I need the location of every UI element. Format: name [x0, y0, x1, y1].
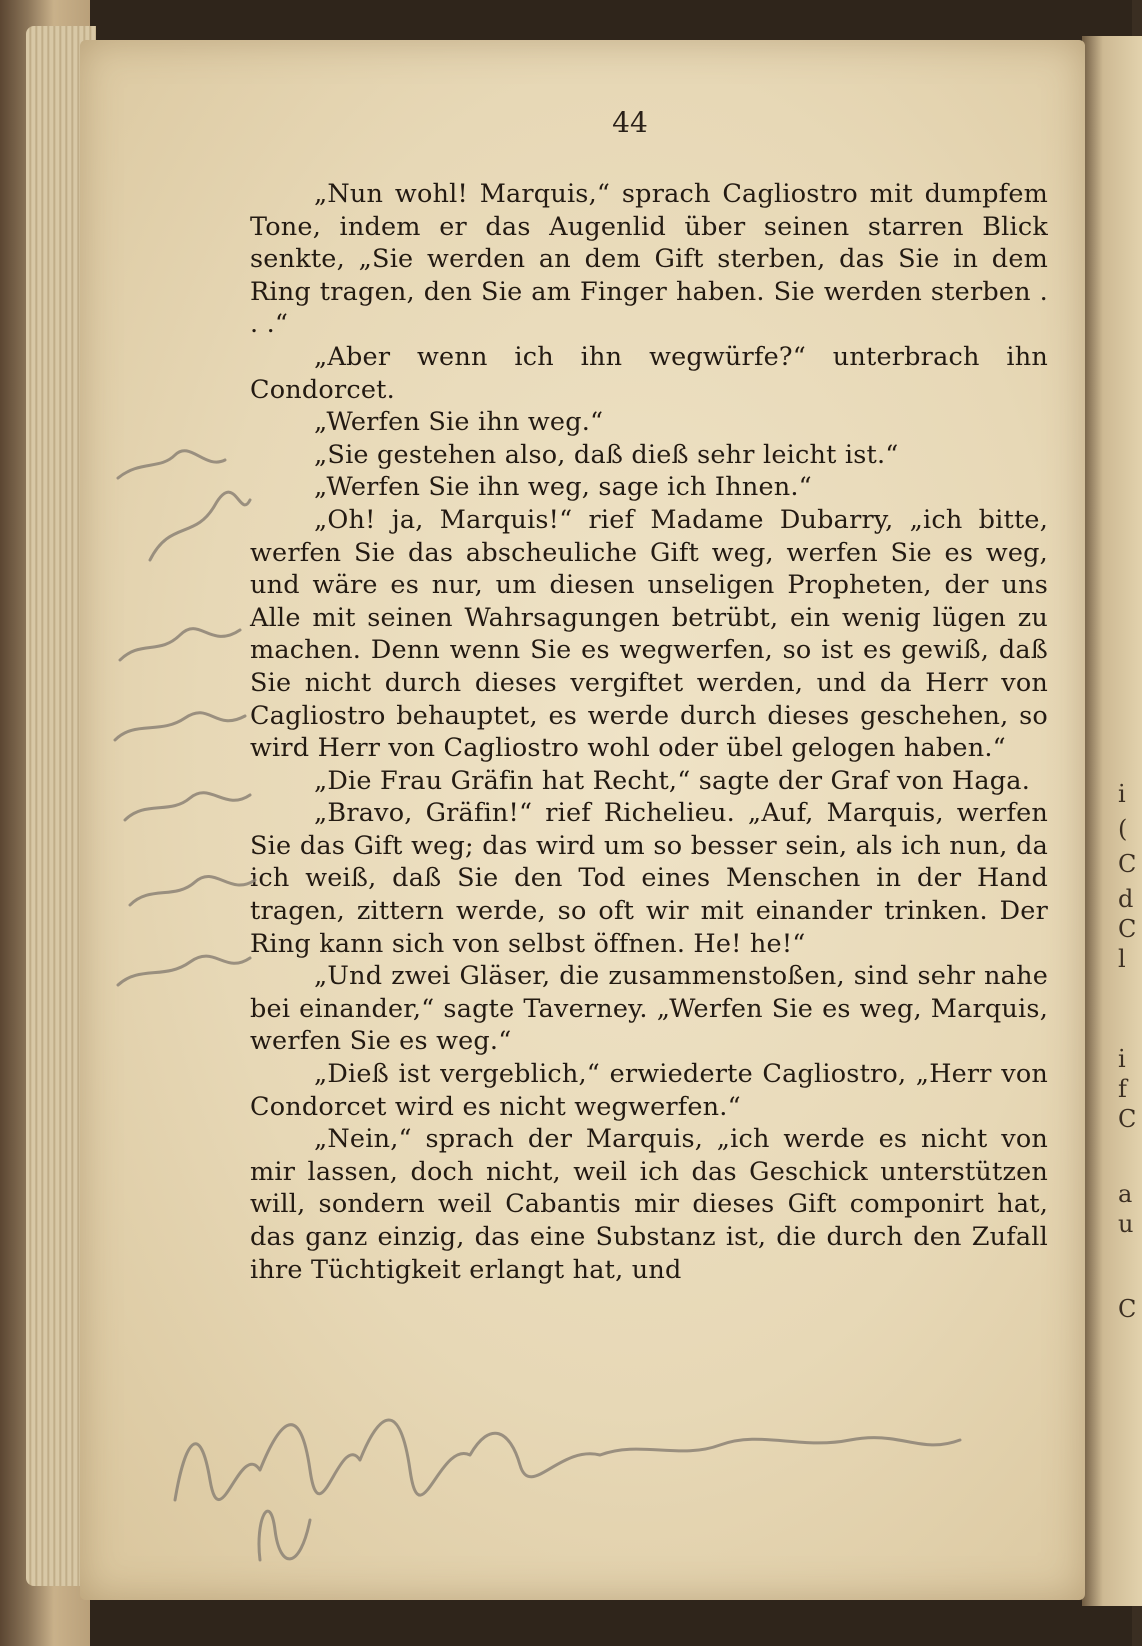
facing-page-fragment: ( [1118, 815, 1128, 843]
paragraph: „Die Frau Gräfin hat Recht,“ sagte der Graf von Haga. [314, 765, 1031, 796]
facing-page-fragment: C [1118, 850, 1137, 878]
facing-page-edge [1082, 36, 1142, 1606]
facing-page-fragment: a [1118, 1180, 1133, 1208]
facing-page-fragment: C [1118, 915, 1137, 943]
facing-page-fragment: i [1118, 780, 1126, 808]
page-number: 44 [612, 106, 648, 139]
paragraph: „Werfen Sie ihn weg, sage ich Ihnen.“ [314, 472, 812, 503]
facing-page-fragment: d [1118, 885, 1134, 913]
facing-page-fragment: i [1118, 1045, 1126, 1073]
facing-page-fragment: l [1118, 945, 1126, 973]
paragraph: „Nein,“ sprach der Marquis, „ich werde es nicht von mir lassen, doch nicht, weil ich das Geschick unterstützen will, sondern weil Cabantis mir dieses Gift componirt hat, das ganz einzig, das eine Substanz ist, die durch den Zufall ihre Tüchtigkeit erlangt hat, und [250, 1124, 1048, 1285]
paragraph: „Dieß ist vergeblich,“ erwiederte Cagliostro, „Herr von Condorcet wird es nicht wegwerfen.“ [250, 1059, 1048, 1122]
facing-page-fragment: f [1118, 1075, 1127, 1103]
paragraph: „Nun wohl! Marquis,“ sprach Cagliostro mit dumpfem Tone, indem er das Augenlid über seinen starren Blick senkte, „Sie werden an dem Gift sterben, das Sie in dem Ring tragen, den Sie am Finger haben. Sie werden sterben . . .“ [250, 179, 1048, 340]
facing-page-fragment: C [1118, 1295, 1137, 1323]
body-text [250, 178, 1048, 1286]
paragraph: „Und zwei Gläser, die zusammenstoßen, sind sehr nahe bei einander,“ sagte Taverney. „Werfen Sie es weg, Marquis, werfen Sie es weg.“ [250, 961, 1048, 1057]
paragraph: „Aber wenn ich ihn wegwürfe?“ unterbrach ihn Condorcet. [250, 341, 1048, 405]
facing-page-fragment: u [1118, 1210, 1134, 1238]
facing-page-fragment: C [1118, 1105, 1137, 1133]
paragraph: „Oh! ja, Marquis!“ rief Madame Dubarry, „ich bitte, werfen Sie das abscheuliche Gift weg, werfen Sie es weg, und wäre es nur, um diesen unseligen Propheten, der uns Alle mit seinen Wahrsagungen betrübt, ein wenig lügen zu machen. Denn wenn Sie es wegwerfen, so ist es gewiß, daß Sie nicht durch dieses vergiftet werden, und da Herr von Cagliostro behauptet, es werde durch dieses geschehen, so wird Herr von Cagliostro wohl oder übel gelogen haben.“ [250, 504, 1048, 764]
paragraph: „Bravo, Gräfin!“ rief Richelieu. „Auf, Marquis, werfen Sie das Gift weg; das wird um so besser sein, als ich nun, da ich weiß, daß Sie den Tod eines Menschen in der Hand tragen, zittern werde, so oft wir mit einander trinken. Der Ring kann sich von selbst öffnen. He! he!“ [250, 798, 1048, 959]
paragraph: „Werfen Sie ihn weg.“ [314, 407, 604, 438]
paragraph: „Sie gestehen also, daß dieß sehr leicht ist.“ [314, 439, 899, 470]
